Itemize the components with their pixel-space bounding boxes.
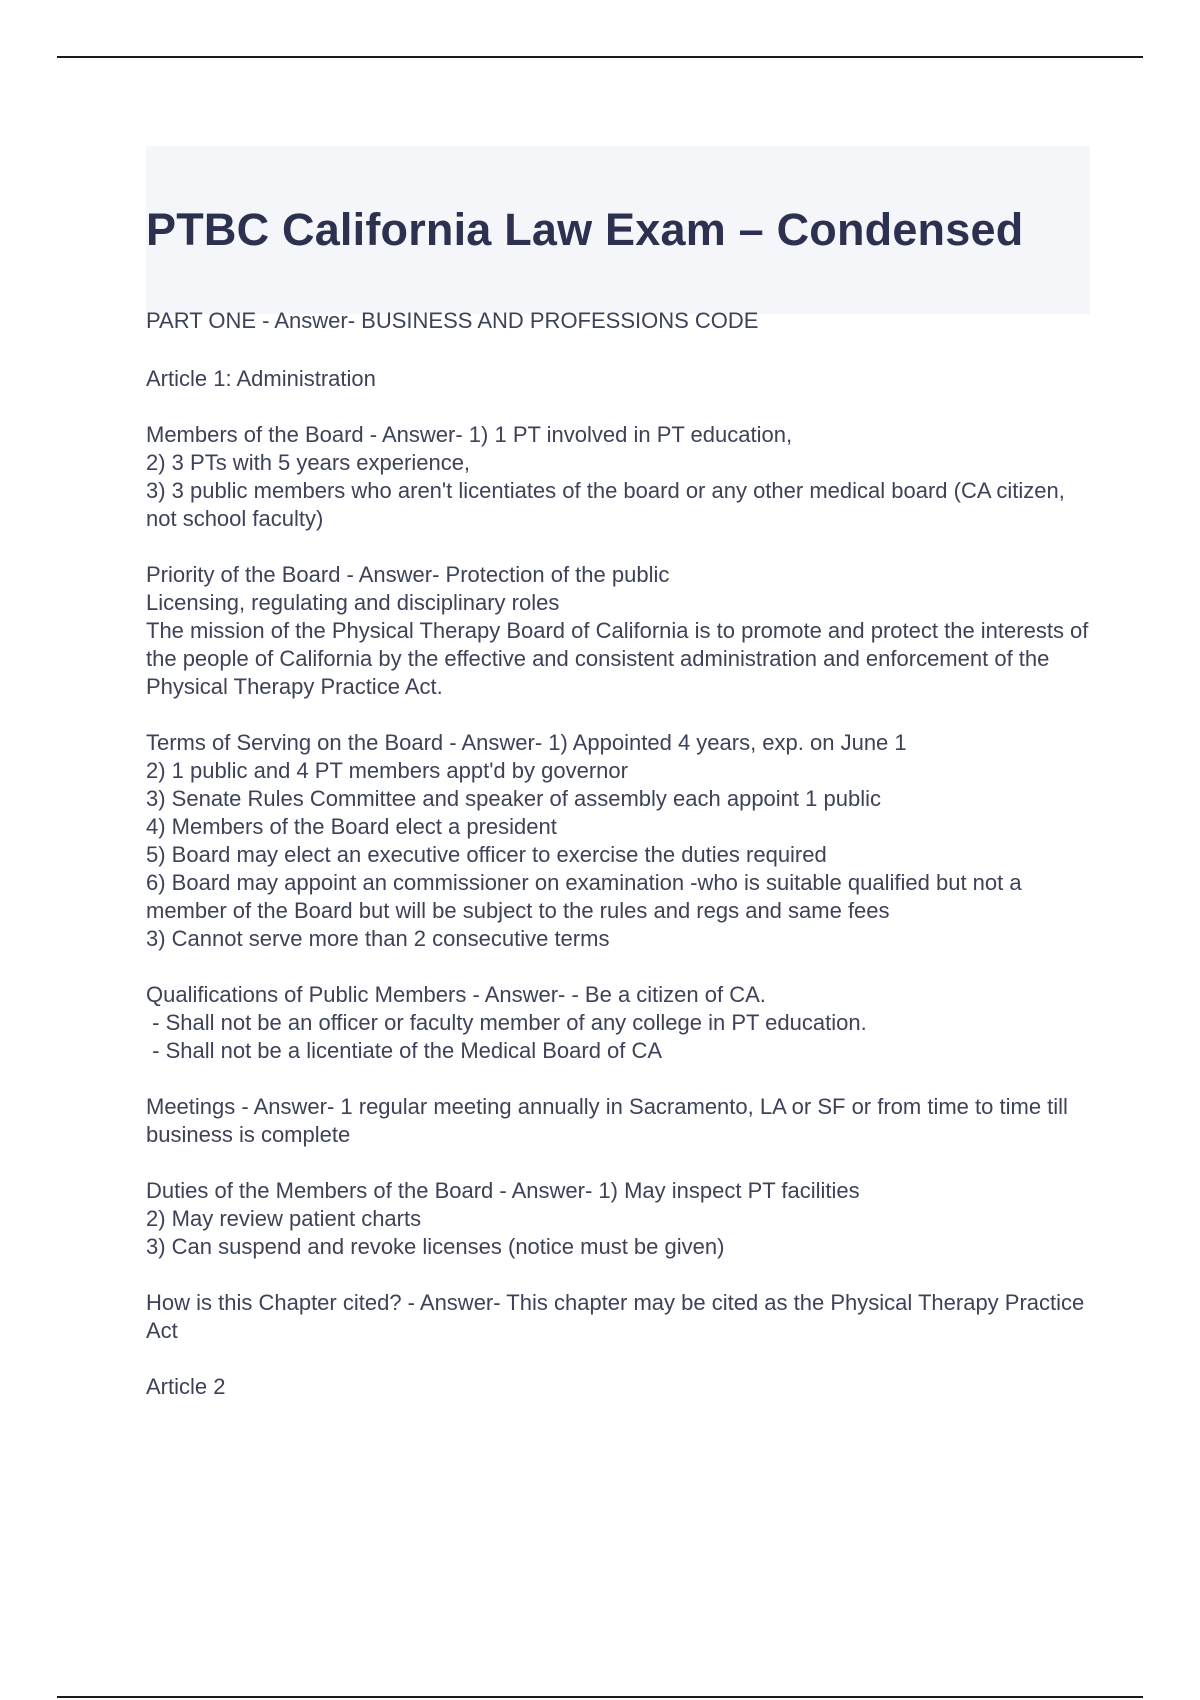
qa-answer-line: 3) 3 public members who aren't licentiates of the board or any other medical board (CA citizen, not school faculty) xyxy=(146,478,1072,531)
qa-answer-line: The mission of the Physical Therapy Board of California is to promote and protect the interests of the people of California by the effective and consistent administration and enforcement of the Physical Therapy Practice Act. xyxy=(146,618,1095,699)
part-heading xyxy=(146,308,1090,342)
qa-answer-line: 4) Members of the Board elect a president xyxy=(146,814,557,839)
document-body xyxy=(146,146,1095,1429)
qa-answer-line: Licensing, regulating and disciplinary roles xyxy=(146,590,560,615)
article-1-heading xyxy=(146,365,1090,393)
qa-answer-line: - Shall not be an officer or faculty member of any college in PT education. xyxy=(146,1010,867,1035)
top-rule xyxy=(57,56,1143,58)
article-1-heading-text: Article 1: Administration xyxy=(146,366,376,391)
title-band xyxy=(146,146,1090,314)
qa-answer-line: 2) 3 PTs with 5 years experience, xyxy=(146,450,471,475)
qa-section xyxy=(146,729,1090,953)
qa-sections xyxy=(146,421,1095,1345)
qa-section xyxy=(146,981,1090,1065)
qa-answer-line: 2) May review patient charts xyxy=(146,1206,422,1231)
document-title: PTBC California Law Exam – Condensed xyxy=(146,204,1024,255)
qa-answer-line: 6) Board may appoint an commissioner on examination -who is suitable qualified but not a member of the Board but will be subject to the rules and regs and same fees xyxy=(146,870,1028,923)
qa-answer-line: 3) Can suspend and revoke licenses (notice must be given) xyxy=(146,1234,725,1259)
qa-section xyxy=(146,1093,1090,1149)
qa-section xyxy=(146,561,1095,701)
qa-section xyxy=(146,421,1090,533)
qa-section xyxy=(146,1177,1090,1261)
qa-section xyxy=(146,1289,1090,1345)
qa-answer-line: 3) Cannot serve more than 2 consecutive terms xyxy=(146,926,610,951)
bottom-rule xyxy=(57,1696,1143,1698)
qa-question-line: Terms of Serving on the Board - Answer- 1) Appointed 4 years, exp. on June 1 xyxy=(146,730,907,755)
qa-answer-line: - Shall not be a licentiate of the Medical Board of CA xyxy=(146,1038,663,1063)
qa-question-line: Members of the Board - Answer- 1) 1 PT involved in PT education, xyxy=(146,422,793,447)
qa-question-line: How is this Chapter cited? - Answer- This chapter may be cited as the Physical Therapy Practice Act xyxy=(146,1290,1090,1343)
part-heading-text: PART ONE - Answer- BUSINESS AND PROFESSIONS CODE xyxy=(146,308,759,333)
qa-question-line: Priority of the Board - Answer- Protection of the public xyxy=(146,562,670,587)
qa-question-line: Duties of the Members of the Board - Answer- 1) May inspect PT facilities xyxy=(146,1178,860,1203)
qa-answer-line: 2) 1 public and 4 PT members appt'd by governor xyxy=(146,758,628,783)
qa-answer-line: 5) Board may elect an executive officer to exercise the duties required xyxy=(146,842,827,867)
article-2-heading-text: Article 2 xyxy=(146,1374,226,1399)
qa-answer-line: 3) Senate Rules Committee and speaker of assembly each appoint 1 public xyxy=(146,786,881,811)
article-2-heading xyxy=(146,1373,1090,1401)
qa-question-line: Qualifications of Public Members - Answer- - Be a citizen of CA. xyxy=(146,982,766,1007)
qa-question-line: Meetings - Answer- 1 regular meeting annually in Sacramento, LA or SF or from time to time till business is complete xyxy=(146,1094,1075,1147)
